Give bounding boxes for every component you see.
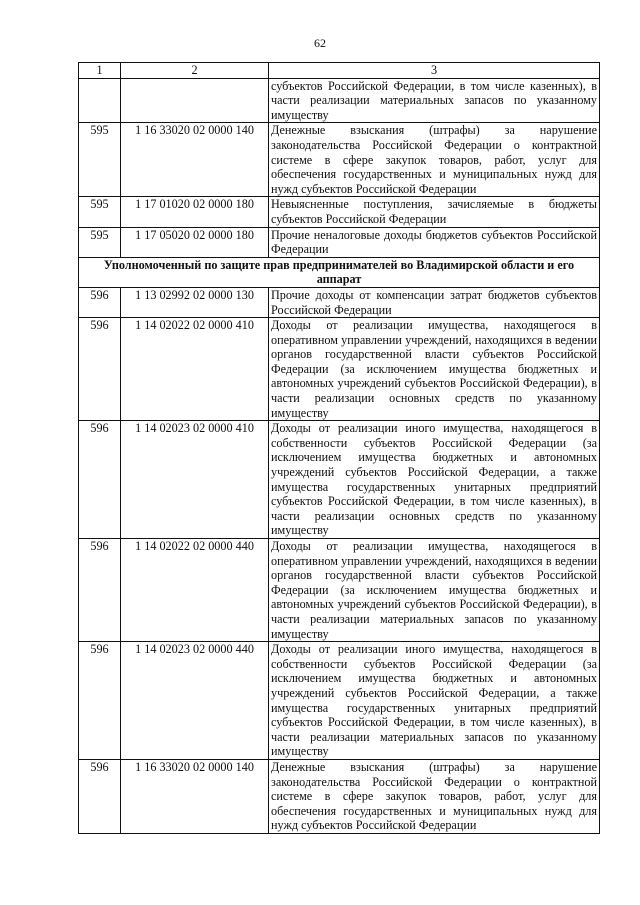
- revenue-code-cell: 1 14 02022 02 0000 440: [121, 539, 269, 642]
- revenue-name-cell: Доходы от реализации иного имущества, находящегося в собственности субъектов Российской Федерации (за исключением имущества бюджетных и автономных учреждений субъектов Российской Федерации, а также имущества государственных унитарных предприятий субъектов Российской Федерации, в том числе казенных), в части реализации основных средств по указанному имуществу: [269, 421, 600, 539]
- table-row: [79, 123, 600, 197]
- revenue-name-cell: Денежные взыскания (штрафы) за нарушение законодательства Российской Федерации о контрактной системе в сфере закупок товаров, работ, услуг для обеспечения государственных и муниципальных нужд для нужд субъектов Российской Федерации: [269, 759, 600, 833]
- admin-code-cell: 596: [79, 759, 121, 833]
- table-row: [79, 78, 600, 123]
- table-row: [79, 227, 600, 257]
- admin-code-cell: [79, 78, 121, 123]
- table-row: [79, 421, 600, 539]
- table-header-row: [79, 63, 600, 79]
- table-row: [79, 287, 600, 317]
- table-body: [79, 78, 600, 833]
- table-row: [79, 759, 600, 833]
- revenue-code-cell: 1 17 01020 02 0000 180: [121, 197, 269, 227]
- revenue-name-cell: Денежные взыскания (штрафы) за нарушение законодательства Российской Федерации о контрактной системе в сфере закупок товаров, работ, услуг для обеспечения государственных и муниципальных нужд для нужд субъектов Российской Федерации: [269, 123, 600, 197]
- column-header-1: 1: [79, 63, 121, 79]
- revenue-code-cell: 1 17 05020 02 0000 180: [121, 227, 269, 257]
- revenue-name-cell: Доходы от реализации иного имущества, находящегося в собственности субъектов Российской Федерации (за исключением имущества бюджетных и автономных учреждений субъектов Российской Федерации, а также имущества государственных унитарных предприятий субъектов Российской Федерации, в том числе казенных), в части реализации материальных запасов по указанному имуществу: [269, 642, 600, 760]
- admin-code-cell: 595: [79, 123, 121, 197]
- revenue-name-cell: Доходы от реализации имущества, находящегося в оперативном управлении учреждений, находящихся в ведении органов государственной власти субъектов Российской Федерации (за исключением имущества бюджетных и автономных учреждений субъектов Российской Федерации), в части реализации основных средств по указанному имуществу: [269, 318, 600, 421]
- table-row: [79, 197, 600, 227]
- admin-code-cell: 595: [79, 227, 121, 257]
- revenue-code-cell: 1 16 33020 02 0000 140: [121, 123, 269, 197]
- admin-code-cell: 596: [79, 287, 121, 317]
- admin-code-cell: 595: [79, 197, 121, 227]
- section-header-row: [79, 257, 600, 287]
- revenue-code-cell: 1 14 02022 02 0000 410: [121, 318, 269, 421]
- revenue-code-cell: 1 16 33020 02 0000 140: [121, 759, 269, 833]
- table-row: [79, 318, 600, 421]
- admin-code-cell: 596: [79, 318, 121, 421]
- column-header-2: 2: [121, 63, 269, 79]
- admin-code-cell: 596: [79, 421, 121, 539]
- page-number: 62: [314, 36, 326, 50]
- revenue-name-cell: Прочие неналоговые доходы бюджетов субъектов Российской Федерации: [269, 227, 600, 257]
- revenue-code-cell: 1 14 02023 02 0000 410: [121, 421, 269, 539]
- revenue-name-cell: Прочие доходы от компенсации затрат бюджетов субъектов Российской Федерации: [269, 287, 600, 317]
- revenue-name-cell: Невыясненные поступления, зачисляемые в бюджеты субъектов Российской Федерации: [269, 197, 600, 227]
- revenue-name-cell: субъектов Российской Федерации, в том числе казенных), в части реализации материальных запасов по указанному имуществу: [269, 78, 600, 123]
- revenue-codes-table: [78, 62, 600, 834]
- table-row: [79, 539, 600, 642]
- table-row: [79, 642, 600, 760]
- revenue-name-cell: Доходы от реализации имущества, находящегося в оперативном управлении учреждений, находящихся в ведении органов государственной власти субъектов Российской Федерации (за исключением имущества бюджетных и автономных учреждений субъектов Российской Федерации), в части реализации материальных запасов по указанному имуществу: [269, 539, 600, 642]
- column-header-3: 3: [269, 63, 600, 79]
- revenue-code-cell: 1 14 02023 02 0000 440: [121, 642, 269, 760]
- admin-code-cell: 596: [79, 539, 121, 642]
- admin-code-cell: 596: [79, 642, 121, 760]
- revenue-code-cell: [121, 78, 269, 123]
- revenue-code-cell: 1 13 02992 02 0000 130: [121, 287, 269, 317]
- section-title: Уполномоченный по защите прав предпринимателей во Владимирской области и его аппарат: [79, 257, 600, 287]
